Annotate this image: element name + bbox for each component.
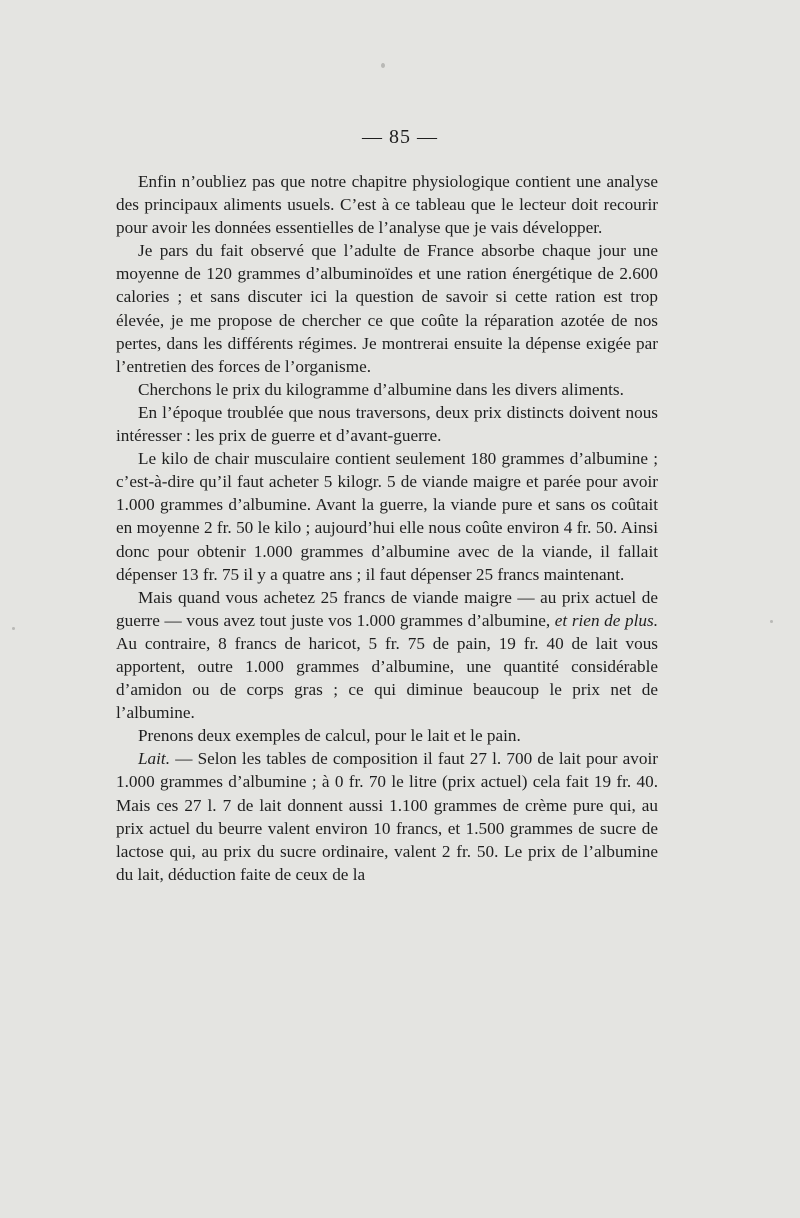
- section-label: Lait.: [138, 749, 170, 769]
- paragraph: [116, 747, 658, 886]
- paragraph: Le kilo de chair musculaire contient seulement 180 grammes d’albumine ; c’est-à-dire qu’il faut acheter 5 kilogr. 5 de viande maigre et parée pour avoir 1.000 grammes d’albumine. Avant la guerre, la viande pure et sans os coûtait en moyenne 2 fr. 50 le kilo ; aujourd’hui elle nous coûte environ 4 fr. 50. Ainsi donc pour obtenir 1.000 grammes d’albumine avec de la viande, il fallait dépenser 13 fr. 75 il y a quatre ans ; il faut dépenser 25 francs maintenant.: [116, 449, 658, 584]
- page-number: — 85 —: [362, 126, 438, 148]
- paragraph: Enfin n’oubliez pas que notre chapitre physiologique contient une analyse des principaux aliments usuels. C’est à ce tableau que le lecteur doit recourir pour avoir les données essentielles de l’analyse que je vais développer.: [116, 172, 658, 238]
- italic-phrase: et rien de plus.: [554, 610, 658, 630]
- paragraph: Je pars du fait observé que l’adulte de France absorbe chaque jour une moyenne de 120 grammes d’albuminoïdes et une ration énergétique de 2.600 calories ; et sans discuter ici la question de savoir si cette ration est trop élevée, je me propose de chercher ce que coûte la réparation azotée de nos pertes, dans les différents régimes. Je montrerai ensuite la dépense exigée par l’entretien des forces de l’organisme.: [116, 241, 658, 376]
- paper-speck: [381, 63, 385, 68]
- paragraph: Cherchons le prix du kilogramme d’albumine dans les divers aliments.: [138, 379, 624, 399]
- body-text: [116, 170, 658, 886]
- paragraph: [116, 586, 658, 725]
- paragraph-text: — Selon les tables de composition il faut 27 l. 700 de lait pour avoir 1.000 grammes d’albumine ; à 0 fr. 70 le litre (prix actuel) cela fait 19 fr. 40. Mais ces 27 l. 7 de lait donnent aussi 1.100 grammes de crème pure qui, au prix actuel du beurre valent environ 10 francs, et 1.500 grammes de sucre de lactose qui, au prix du sucre ordinaire, valent 2 fr. 50. Le prix de l’albumine du lait, déduction faite de ceux de la: [116, 749, 658, 884]
- paragraph-text: Mais quand vous achetez 25 francs de viande maigre — au prix actuel de guerre — vous avez tout juste vos 1.000 grammes d’albumine,: [116, 587, 658, 630]
- paragraph: En l’époque troublée que nous traversons, deux prix distincts doivent nous intéresser : les prix de guerre et d’avant-guerre.: [116, 402, 658, 446]
- paper-speck: [770, 620, 773, 623]
- paragraph-text: Au contraire, 8 francs de haricot, 5 fr. 75 de pain, 19 fr. 40 de lait vous apportent, outre 1.000 grammes d’albumine, une quantité considérable d’amidon ou de corps gras ; ce qui diminue beaucoup le prix net de l’albumine.: [116, 633, 658, 723]
- paper-speck: [12, 627, 15, 630]
- paragraph: Prenons deux exemples de calcul, pour le lait et le pain.: [138, 726, 521, 746]
